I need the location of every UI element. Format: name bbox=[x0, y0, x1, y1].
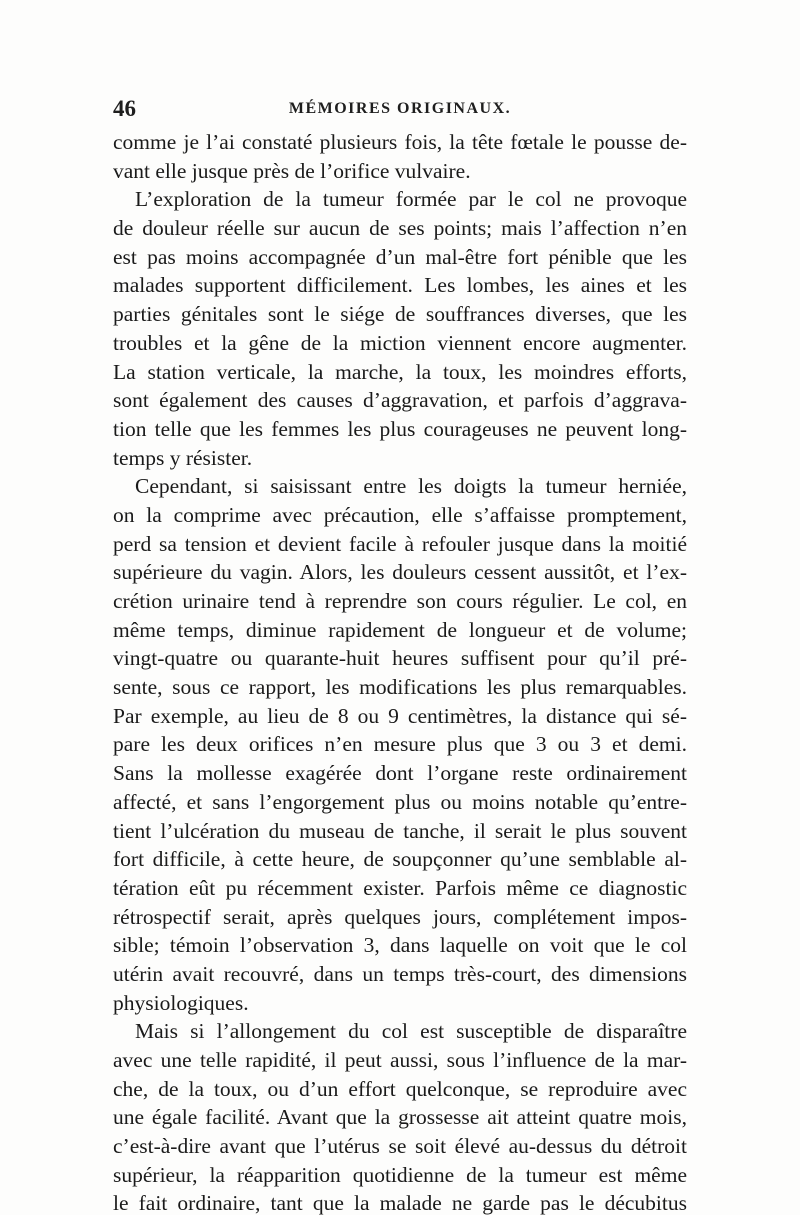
text-line: affecté, et sans l’engorgement plus ou moins notable qu’entre- bbox=[113, 789, 687, 814]
text-line: est pas moins accompagnée d’un mal-être fort pénible que les bbox=[113, 244, 687, 269]
text-line: avec une telle rapidité, il peut aussi, sous l’influence de la mar- bbox=[113, 1048, 687, 1072]
text-line: vingt-quatre ou quarante-huit heures suffisent pour qu’il pré- bbox=[113, 646, 687, 671]
text-line: Par exemple, au lieu de 8 ou 9 centimètres, la distance qui sé- bbox=[113, 703, 687, 728]
text-line: vant elle jusque près de l’orifice vulvaire. bbox=[113, 158, 471, 183]
text-line: Sans la mollesse exagérée dont l’organe reste ordinairement bbox=[113, 761, 687, 786]
text-line: utérin avait recouvré, dans un temps très-court, des dimensions bbox=[113, 961, 687, 986]
text-line: supérieure du vagin. Alors, les douleurs cessent aussitôt, et l’ex- bbox=[113, 560, 687, 585]
text-line: tient l’ulcération du museau de tanche, il serait le plus souvent bbox=[113, 818, 687, 843]
text-line: physiologiques. bbox=[113, 990, 249, 1015]
text-line: une égale facilité. Avant que la grossesse ait atteint quatre mois, bbox=[113, 1105, 687, 1130]
text-line: che, de la toux, ou d’un effort quelconque, se reproduire avec bbox=[113, 1076, 687, 1101]
text-line: L’exploration de la tumeur formée par le col ne provoque bbox=[135, 187, 687, 212]
text-line: Cependant, si saisissant entre les doigts la tumeur herniée, bbox=[135, 474, 687, 499]
text-line: c’est-à-dire avant que l’utérus se soit élevé au-dessus du détroit bbox=[113, 1134, 687, 1159]
text-line: temps y résister. bbox=[113, 445, 253, 470]
text-line: on la comprime avec précaution, elle s’affaisse promptement, bbox=[113, 502, 687, 527]
text-line: le fait ordinaire, tant que la malade ne garde pas le décubitus bbox=[113, 1191, 687, 1216]
text-line: Mais si l’allongement du col est susceptible de disparaître bbox=[135, 1019, 687, 1044]
text-line: parties génitales sont le siége de souffrances diverses, que les bbox=[113, 302, 687, 327]
page-header bbox=[113, 96, 687, 126]
text-line: fort difficile, à cette heure, de soupçonner qu’une semblable al- bbox=[113, 847, 687, 872]
text-line: sible; témoin l’observation 3, dans laquelle on voit que le col bbox=[113, 933, 687, 958]
text-line: de douleur réelle sur aucun de ses points; mais l’affection n’en bbox=[113, 216, 687, 241]
text-line: tération eût pu récemment exister. Parfois même ce diagnostic bbox=[113, 875, 687, 900]
text-line: troubles et la gêne de la miction viennent encore augmenter. bbox=[113, 330, 687, 355]
running-head: MÉMOIRES ORIGINAUX. bbox=[288, 100, 512, 117]
text-line: crétion urinaire tend à reprendre son cours régulier. Le col, en bbox=[113, 589, 687, 613]
text-line: sont également des causes d’aggravation, et parfois d’aggrava- bbox=[113, 388, 687, 413]
body-text bbox=[113, 128, 687, 1218]
text-line: supérieur, la réapparition quotidienne de la tumeur est même bbox=[113, 1162, 687, 1187]
text-line: sente, sous ce rapport, les modifications les plus remarquables. bbox=[113, 675, 687, 700]
text-line: tion telle que les femmes les plus courageuses ne peuvent long- bbox=[113, 416, 687, 441]
text-line: comme je l’ai constaté plusieurs fois, la tête fœtale le pousse de- bbox=[113, 130, 687, 154]
page-number: 46 bbox=[113, 96, 136, 121]
text-line: même temps, diminue rapidement de longueur et de volume; bbox=[113, 617, 687, 642]
text-line: La station verticale, la marche, la toux, les moindres efforts, bbox=[113, 359, 687, 384]
text-line: malades supportent difficilement. Les lombes, les aines et les bbox=[113, 273, 687, 298]
text-line: pare les deux orifices n’en mesure plus que 3 ou 3 et demi. bbox=[113, 732, 687, 757]
text-line: perd sa tension et devient facile à refouler jusque dans la moitié bbox=[113, 531, 687, 556]
text-line: rétrospectif serait, après quelques jours, complétement impos- bbox=[113, 904, 687, 929]
